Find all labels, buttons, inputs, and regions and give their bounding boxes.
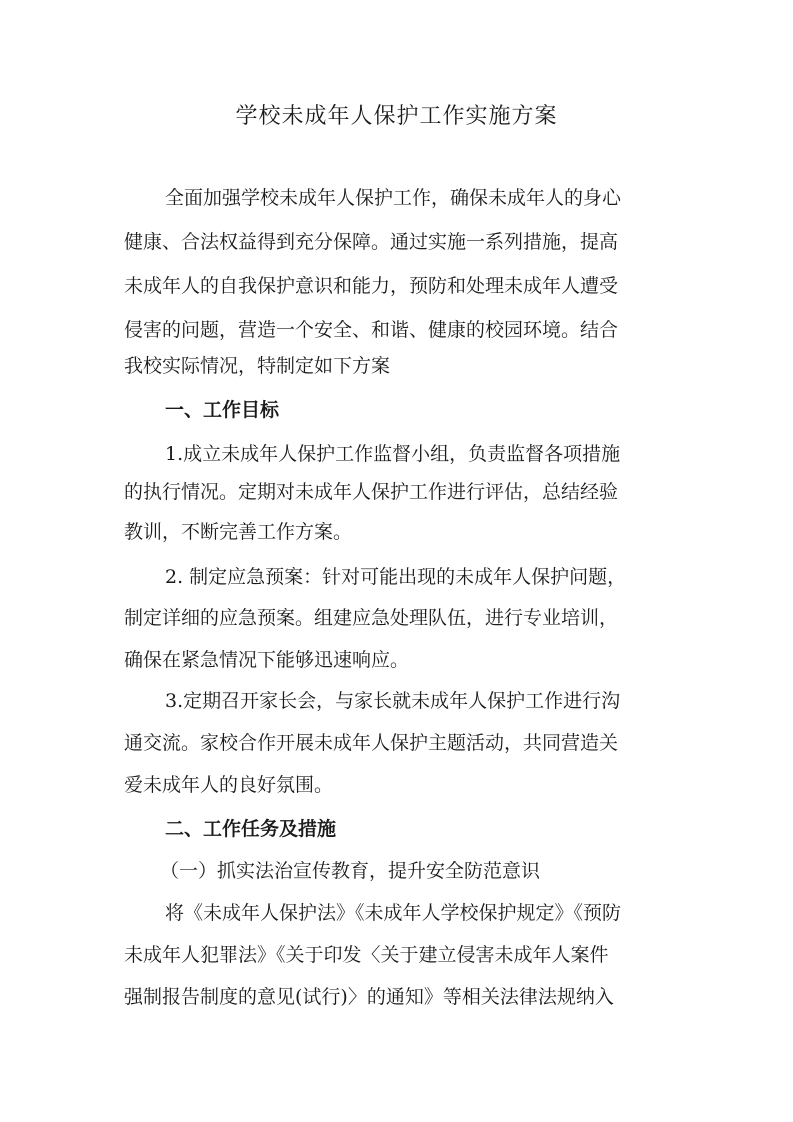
item2-line: 2. 制定应急预案：针对可能出现的未成年人保护问题， [165,566,627,588]
intro-line: 全面加强学校未成年人保护工作，确保未成年人的身心 [165,187,622,209]
section2-line: 强制报告制度的意见(试行)〉的通知》等相关法律法规纳入 [124,986,614,1008]
section2-line: 未成年人犯罪法》《关于印发〈关于建立侵害未成年人案件 [124,944,609,966]
document-title: 学校未成年人保护工作实施方案 [235,104,558,129]
intro-line: 未成年人的自我保护意识和能力，预防和处理未成年人遭受 [124,275,619,297]
intro-line: 我校实际情况，特制定如下方案 [124,355,391,377]
item2-line: 制定详细的应急预案。组建应急处理队伍，进行专业培训， [124,607,619,629]
item3-line: 通交流。家校合作开展未成年人保护主题活动，共同营造关 [124,732,619,754]
intro-line: 侵害的问题，营造一个安全、和谐、健康的校园环境。结合 [124,319,619,341]
item3-line: 3.定期召开家长会，与家长就未成年人保护工作进行沟 [165,690,621,712]
section-heading: 一、工作目标 [165,399,280,421]
section-heading: 二、工作任务及措施 [165,818,337,840]
subsection-heading: （一）抓实法治宣传教育，提升安全防范意识 [160,860,541,882]
item3-line: 爱未成年人的良好氛围。 [124,774,334,796]
item1-line: 1.成立未成年人保护工作监督小组，负责监督各项措施 [165,443,621,465]
item1-line: 教训，不断完善工作方案。 [124,521,353,543]
intro-line: 健康、合法权益得到充分保障。通过实施一系列措施，提高 [124,231,619,253]
item1-line: 的执行情况。定期对未成年人保护工作进行评估，总结经验 [124,481,619,503]
item2-line: 确保在紧急情况下能够迅速响应。 [124,649,410,671]
section2-line: 将《未成年人保护法》《未成年人学校保护规定》《预防 [165,902,622,924]
